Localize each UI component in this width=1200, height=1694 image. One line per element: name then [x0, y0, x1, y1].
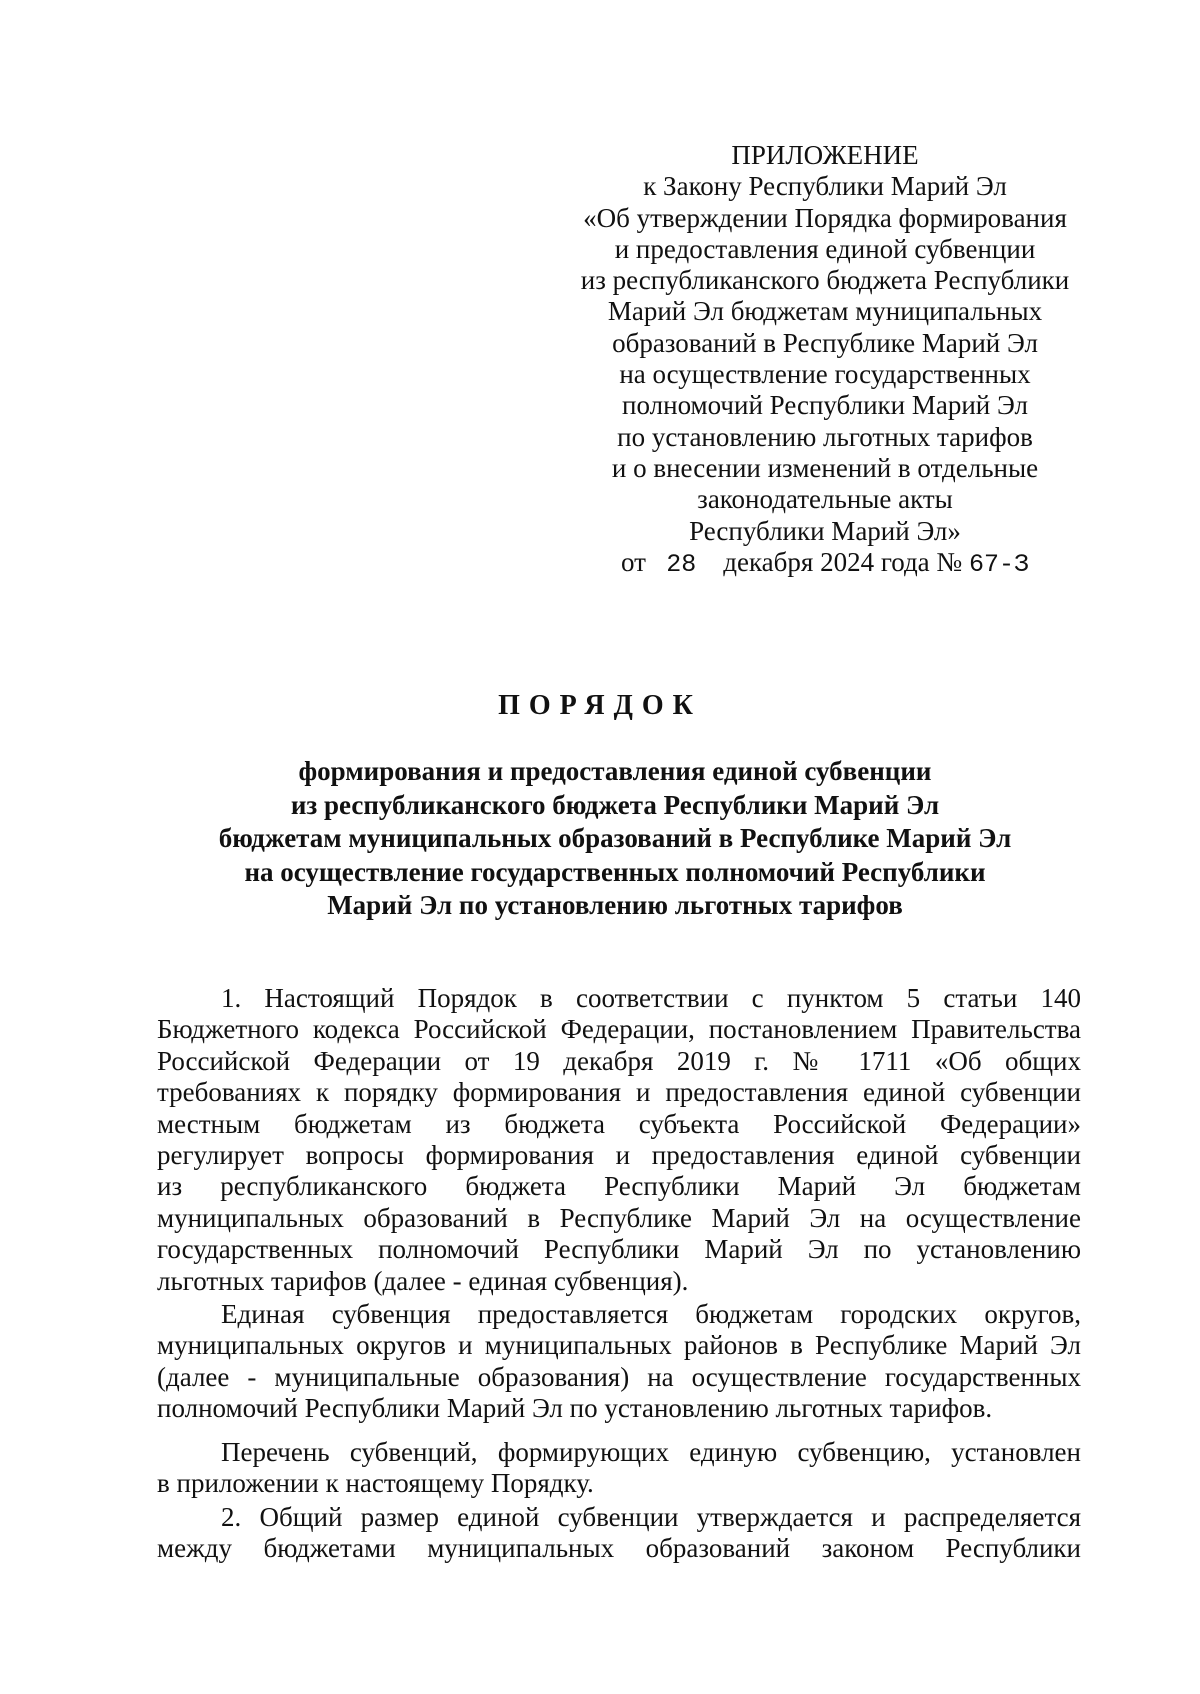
text-line: требованиях к порядку формирования и предоставления единой субвенции [157, 1077, 1081, 1108]
paragraph-4 [157, 1502, 1081, 1565]
text-line: Бюджетного кодекса Российской Федерации, постановлением Правительства [157, 1014, 1081, 1045]
text-line: Единая субвенция предоставляется бюджетам городских округов, [221, 1299, 1081, 1330]
text-line: государственных полномочий Республики Марий Эл по установлению [157, 1234, 1081, 1265]
text-line: льготных тарифов (далее - единая субвенция). [157, 1265, 689, 1296]
appendix-line: «Об утверждении Порядка формирования [583, 202, 1067, 233]
document-title: ПОРЯДОК [498, 690, 702, 721]
text-line: в приложении к настоящему Порядку. [157, 1468, 594, 1499]
appendix-line: из республиканского бюджета Республики [580, 265, 1070, 296]
appendix-line: и предоставления единой субвенции [614, 233, 1036, 264]
law-date-line [555, 547, 1095, 580]
date-month-year: декабря 2024 года № [723, 546, 963, 577]
appendix-line: образований в Республике Марий Эл [612, 327, 1038, 358]
appendix-line: ПРИЛОЖЕНИЕ [731, 140, 919, 170]
text-line: полномочий Республики Марий Эл по установлению льготных тарифов. [157, 1393, 993, 1424]
subtitle-line: из республиканского бюджета Республики Марий Эл [290, 789, 940, 820]
subtitle-line: Марий Эл по установлению льготных тарифов [327, 890, 903, 920]
appendix-line: на осуществление государственных [619, 359, 1031, 390]
text-line: местным бюджетам из бюджета субъекта Российской Федерации» [157, 1108, 1081, 1139]
appendix-line: Марий Эл бюджетам муниципальных [607, 296, 1043, 327]
subtitle-line: на осуществление государственных полномочий Республики [244, 856, 986, 887]
text-line: (далее - муниципальные образования) на осуществление государственных [157, 1361, 1081, 1392]
paragraph-3 [157, 1437, 1081, 1500]
document-body [157, 983, 1081, 1564]
paragraph-1 [157, 983, 1081, 1297]
subtitle-line: формирования и предоставления единой субвенции [298, 756, 932, 786]
appendix-line: и о внесении изменений в отдельные [611, 452, 1039, 483]
subtitle-line: бюджетам муниципальных образований в Республике Марий Эл [218, 823, 1012, 853]
date-day: 28 [666, 549, 697, 579]
law-number: 67-З [968, 549, 1029, 579]
appendix-line: по установлению льготных тарифов [617, 421, 1033, 452]
paragraph-2 [157, 1299, 1081, 1425]
appendix-line: законодательные акты [697, 484, 953, 515]
text-line: муниципальных образований в Республике Марий Эл на осуществление [157, 1202, 1081, 1233]
appendix-line: к Закону Республики Марий Эл [643, 171, 1007, 202]
text-line: между бюджетами муниципальных образований законом Республики [157, 1532, 1081, 1563]
date-prefix: от [621, 546, 646, 577]
text-line: 2. Общий размер единой субвенции утверждается и распределяется [221, 1501, 1081, 1532]
text-line: регулирует вопросы формирования и предоставления единой субвенции [157, 1140, 1081, 1171]
text-line: муниципальных округов и муниципальных районов в Республике Марий Эл [157, 1330, 1081, 1361]
text-line: из республиканского бюджета Республики Марий Эл бюджетам [157, 1171, 1081, 1202]
document-subtitle [150, 755, 1080, 923]
appendix-header [555, 140, 1095, 580]
appendix-line: полномочий Республики Марий Эл [622, 390, 1028, 421]
text-line: Российской Федерации от 19 декабря 2019 г. № 1711 «Об общих [157, 1045, 1081, 1076]
text-line: 1. Настоящий Порядок в соответствии с пунктом 5 статьи 140 [221, 983, 1081, 1013]
appendix-line: Республики Марий Эл» [689, 515, 961, 546]
text-line: Перечень субвенций, формирующих единую субвенцию, установлен [221, 1436, 1081, 1467]
